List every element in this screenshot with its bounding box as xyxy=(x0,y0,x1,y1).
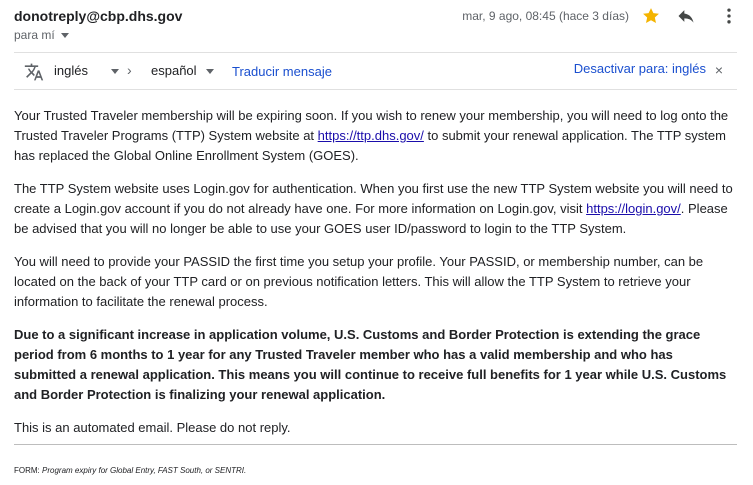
chevron-down-icon[interactable] xyxy=(111,69,119,74)
ttp-link[interactable]: https://ttp.dhs.gov/ xyxy=(317,128,424,143)
form-label: FORM: xyxy=(14,466,40,475)
translate-bar xyxy=(14,52,737,90)
sender-address[interactable]: donotreply@cbp.dhs.gov xyxy=(14,8,183,24)
source-language-select[interactable]: inglés xyxy=(54,63,88,78)
chevron-right-icon: › xyxy=(127,62,132,78)
chevron-down-icon[interactable] xyxy=(206,69,214,74)
caret-down-icon xyxy=(61,33,69,38)
close-icon[interactable]: × xyxy=(714,62,723,78)
star-icon[interactable] xyxy=(641,6,661,26)
recipient-label: para mí xyxy=(14,28,55,42)
translate-message-link[interactable]: Traducir mensaje xyxy=(232,64,332,79)
translate-icon xyxy=(24,62,44,82)
divider xyxy=(14,444,737,445)
email-header xyxy=(14,6,739,46)
target-language-select[interactable]: español xyxy=(151,63,197,78)
paragraph-automated: This is an automated email. Please do not reply. xyxy=(14,420,291,435)
recipient-toggle[interactable] xyxy=(14,28,69,42)
login-gov-link[interactable]: https://login.gov/ xyxy=(586,201,681,216)
email-date: mar, 9 ago, 08:45 (hace 3 días) xyxy=(462,9,629,23)
email-body xyxy=(14,106,737,451)
reply-icon[interactable] xyxy=(675,6,697,26)
paragraph-login-gov: The TTP System website uses Login.gov for authentication. When you first use the new TTP System website you will need to create a Login.gov account if you do not already have one. For more information on Login.gov, visit https://login.gov/. Please be advised that you will no longer be able to use your GOES user ID/password to login to the TTP System. xyxy=(14,181,733,236)
paragraph-grace-period: Due to a significant increase in application volume, U.S. Customs and Border Protection is extending the grace period from 6 months to 1 year for any Trusted Traveler member who has a valid membership and who has submitted a renewal application. This means you will continue to receive full benefits for 1 year while U.S. Customs and Border Protection is finalizing your renewal application. xyxy=(14,327,727,402)
disable-translation-link[interactable]: Desactivar para: inglés xyxy=(573,61,706,76)
form-note xyxy=(14,466,246,475)
form-description: Program expiry for Global Entry, FAST South, or SENTRI. xyxy=(42,466,247,475)
paragraph-passid: You will need to provide your PASSID the first time you setup your profile. Your PASSID, or membership number, can be located on the back of your TTP card or on previous notification letters. This will allow the TTP System to retrieve your information to facilitate the renewal process. xyxy=(14,254,704,309)
more-vert-icon[interactable] xyxy=(725,6,733,26)
paragraph-renewal: Your Trusted Traveler membership will be expiring soon. If you wish to renew your membership, you will need to log onto the Trusted Traveler Programs (TTP) System website at https://ttp.dhs.gov/ to submit your renewal application. The TTP system has replaced the Global Online Enrollment System (GOES). xyxy=(14,108,729,163)
